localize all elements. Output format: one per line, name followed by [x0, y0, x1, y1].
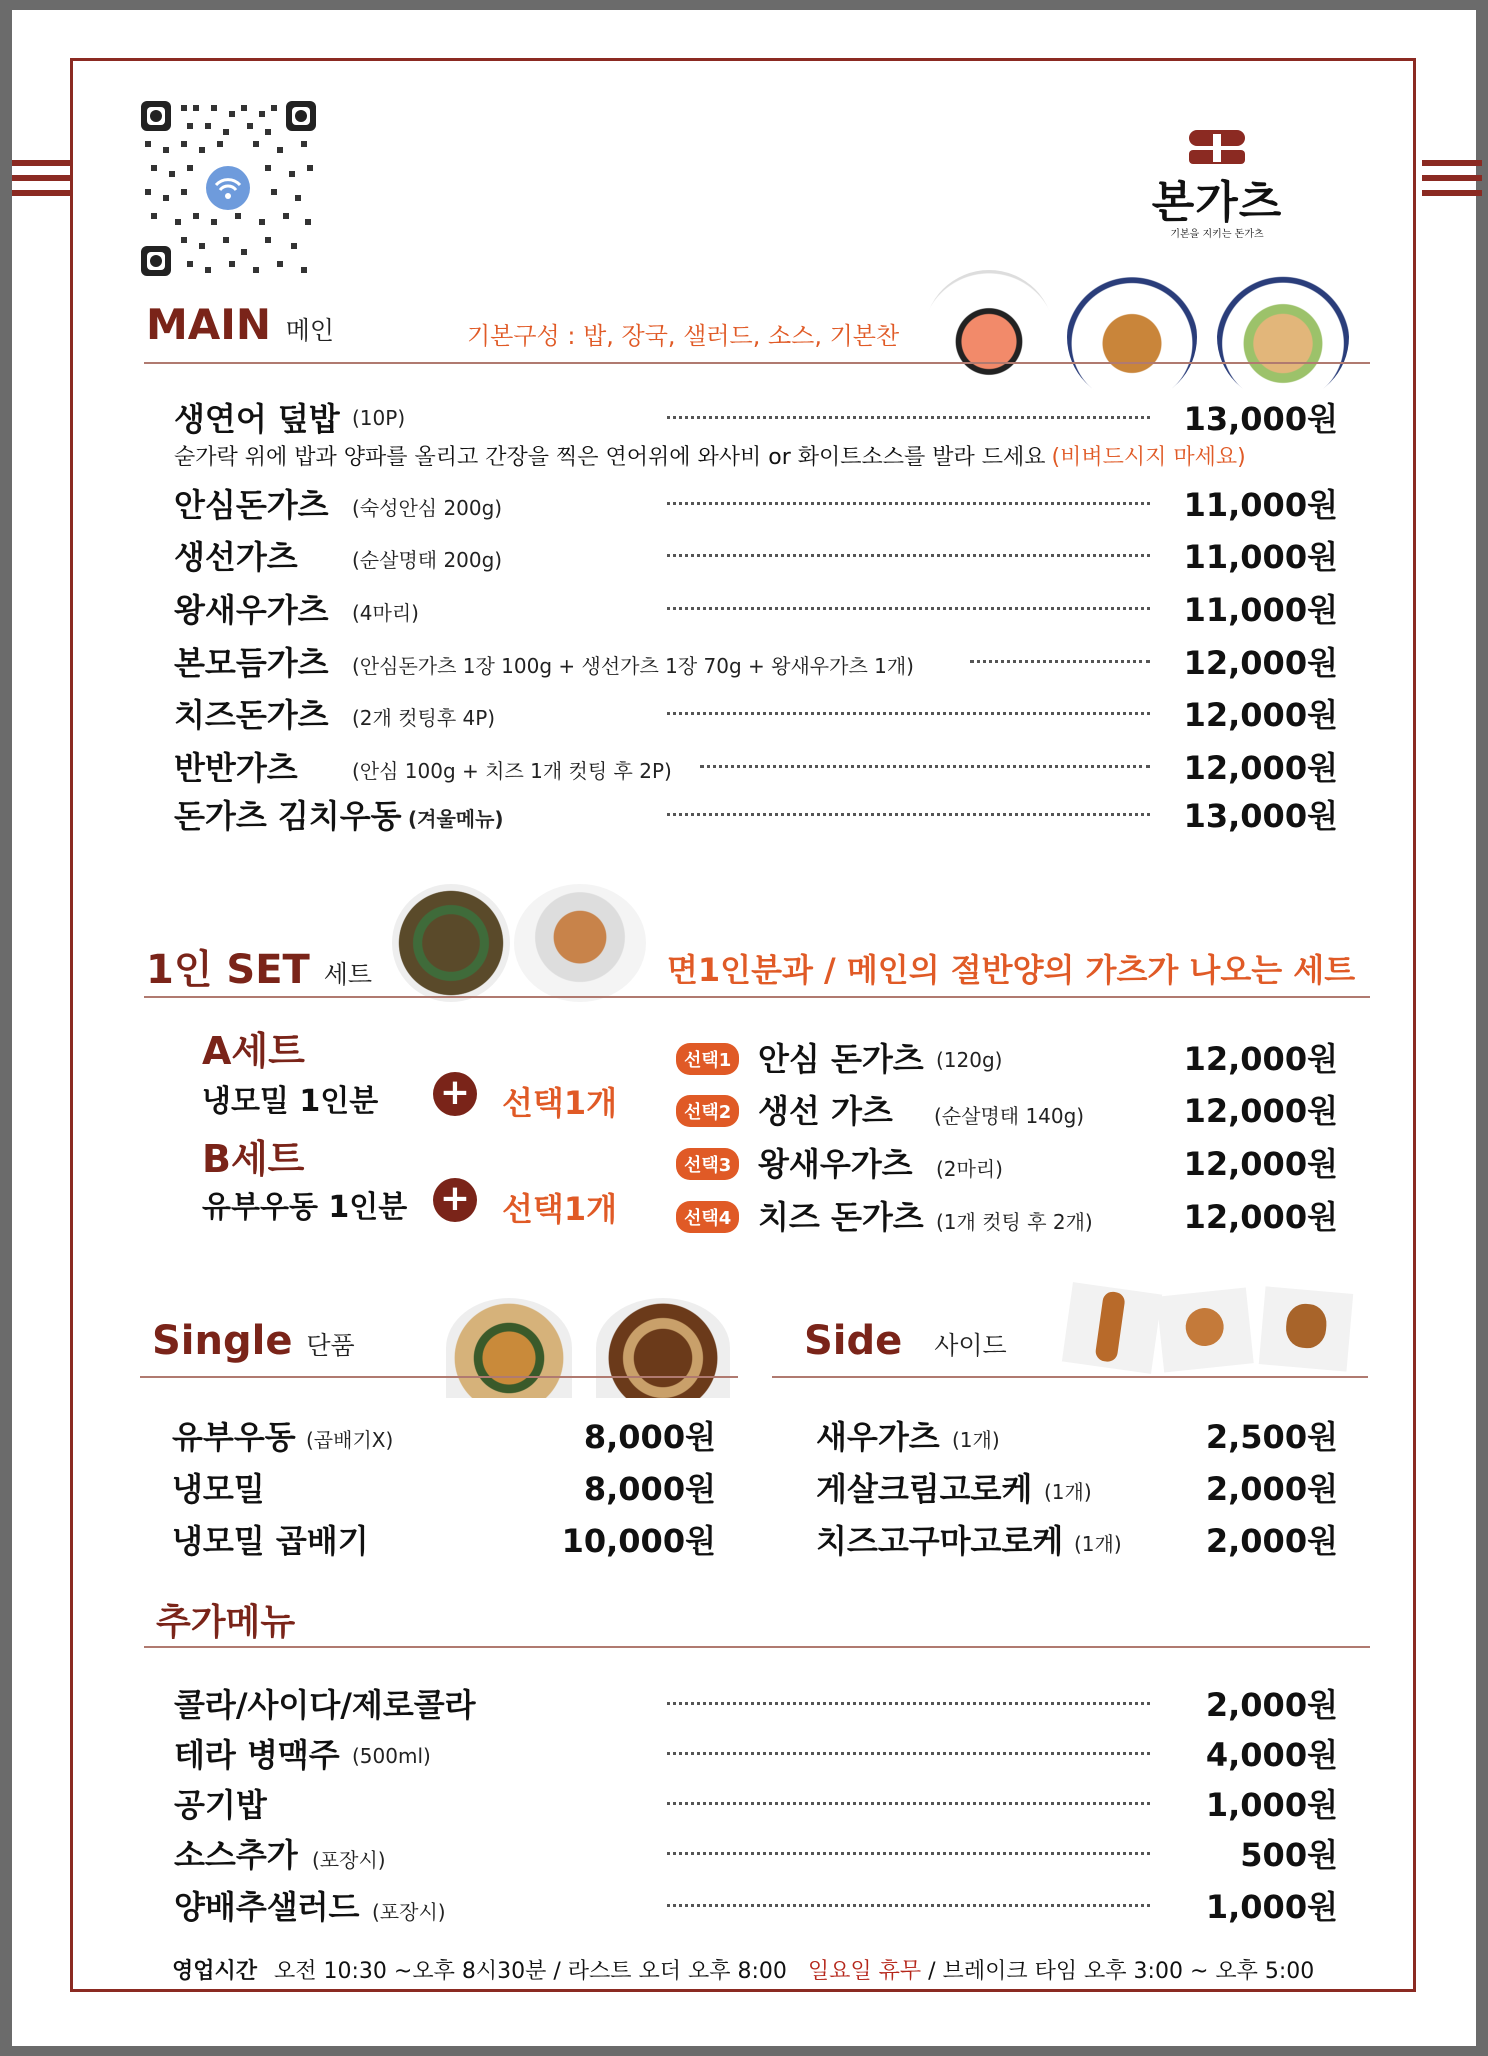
extra-item-detail: (포장시): [312, 1848, 386, 1872]
dot-leader: [667, 813, 1150, 816]
set-option-name: 치즈 돈가츠: [758, 1198, 924, 1236]
menu-item-price: 12,000원: [1183, 696, 1338, 734]
closed-day: 일요일 휴무: [807, 1959, 922, 1984]
menu-item-detail: (4마리): [352, 601, 419, 625]
menu-item-detail: (순살명태 200g): [352, 548, 503, 572]
set-cutlet-image: [514, 884, 646, 1002]
set-a-base: 냉모밀 1인분: [202, 1084, 379, 1119]
extra-item-name: 공기밥: [174, 1786, 267, 1824]
side-title-ko: 사이드: [934, 1331, 1007, 1360]
udon-bowl-image: [446, 1298, 572, 1398]
single-item-detail: (곱배기X): [306, 1428, 394, 1452]
single-item-name: 냉모밀: [172, 1470, 265, 1508]
side-item-price: 2,000원: [1205, 1470, 1338, 1508]
right-stripes: [1422, 160, 1482, 205]
salmon-bowl-image: [924, 270, 1054, 400]
menu-item-price: 11,000원: [1183, 538, 1338, 576]
extra-item-price: 1,000원: [1205, 1786, 1338, 1824]
break-time: / 브레이크 타임 오후 3:00 ~ 오후 5:00: [928, 1959, 1315, 1984]
set-b-base: 유부우동 1인분: [202, 1190, 408, 1225]
single-title-ko: 단품: [306, 1331, 355, 1360]
set-a-label: A세트: [202, 1029, 305, 1073]
extra-item-name: 테라 병맥주: [174, 1736, 340, 1774]
brand-logo: [1147, 128, 1287, 248]
side-divider: [772, 1376, 1368, 1378]
extra-divider: [144, 1646, 1370, 1648]
set-title-ko: 세트: [323, 960, 373, 989]
set-divider: [144, 996, 1370, 998]
extra-item-price: 1,000원: [1205, 1888, 1338, 1926]
single-title-en: Single: [152, 1318, 293, 1364]
logo-mark-icon: [1147, 128, 1287, 168]
menu-item-name: 안심돈가츠: [174, 486, 329, 524]
set-a-choice: 선택1개: [502, 1084, 618, 1122]
menu-item-price: 11,000원: [1183, 591, 1338, 629]
extra-item-name: 양배추샐러드: [174, 1888, 360, 1926]
side-item-detail: (1개): [952, 1428, 1000, 1452]
side-item-detail: (1개): [1044, 1480, 1092, 1504]
business-hours: [172, 1954, 1314, 1985]
main-title-ko: 메인: [285, 316, 335, 345]
wifi-qr-code[interactable]: [141, 101, 316, 276]
menu-item-name: 돈가츠 김치우동: [174, 797, 402, 835]
extra-item-detail: (500ml): [352, 1744, 431, 1768]
side-title-en: Side: [804, 1318, 903, 1364]
crab-croquette-image: [1156, 1288, 1253, 1373]
choice-badge: 선택3: [676, 1148, 739, 1180]
menu-page: [12, 10, 1476, 2046]
set-b-choice: 선택1개: [502, 1190, 618, 1228]
menu-item-name: 반반가츠: [174, 749, 298, 787]
single-item-name: 유부우동: [172, 1418, 296, 1456]
dot-leader: [667, 1752, 1150, 1755]
menu-item-detail: (안심 100g + 치즈 1개 컷팅 후 2P): [352, 759, 672, 783]
hours-label: 영업시간: [172, 1959, 258, 1984]
sweet-potato-croquette-image: [1259, 1286, 1353, 1371]
set-option-name: 생선 가츠: [758, 1092, 893, 1130]
single-section-title: [152, 1318, 355, 1364]
menu-item-price: 12,000원: [1183, 644, 1338, 682]
fried-shrimp-plate-image: [1067, 272, 1197, 402]
salmon-note-text: 숟가락 위에 밥과 양파를 올리고 간장을 찍은 연어위에 와사비 or 화이트소스를 발라 드세요: [174, 445, 1046, 470]
single-divider: [140, 1376, 738, 1378]
side-item-name: 게살크림고로케: [816, 1470, 1033, 1508]
dot-leader: [667, 554, 1150, 557]
choice-badge: 선택2: [676, 1095, 739, 1127]
cold-soba-bowl-image: [596, 1298, 730, 1398]
side-item-price: 2,000원: [1205, 1522, 1338, 1560]
single-item-price: 10,000원: [561, 1522, 716, 1560]
side-item-detail: (1개): [1074, 1532, 1122, 1556]
menu-item-detail: (안심돈가츠 1장 100g + 생선가츠 1장 70g + 왕새우가츠 1개): [352, 654, 914, 678]
soba-bowl-image: [392, 884, 510, 1002]
menu-item-detail: (10P): [352, 406, 406, 430]
menu-item-detail: (겨울메뉴): [408, 807, 504, 831]
extra-item-price: 4,000원: [1205, 1736, 1338, 1774]
set-option-price: 12,000원: [1183, 1092, 1338, 1130]
menu-item-detail: (숙성안심 200g): [352, 496, 503, 520]
dot-leader: [667, 1904, 1150, 1907]
set-option-name: 왕새우가츠: [758, 1145, 913, 1183]
set-title-en: 1인 SET: [146, 947, 310, 993]
brand-name: 본가츠: [1151, 177, 1283, 228]
single-item-name: 냉모밀 곱배기: [172, 1522, 369, 1560]
set-section-title: [146, 938, 372, 995]
menu-item-price: 13,000원: [1183, 797, 1338, 835]
set-option-detail: (1개 컷팅 후 2개): [936, 1210, 1093, 1234]
dot-leader: [667, 1802, 1150, 1805]
menu-item-price: 11,000원: [1183, 486, 1338, 524]
shrimp-cutlet-image: [1062, 1282, 1162, 1374]
dot-leader: [667, 712, 1150, 715]
salmon-note: [174, 440, 1246, 471]
hours-time: 오전 10:30 ~오후 8시30분 / 라스트 오더 오후 8:00: [274, 1959, 787, 1984]
main-section-title: [146, 300, 334, 349]
choice-badge: 선택4: [676, 1201, 739, 1233]
extra-item-price: 500원: [1240, 1836, 1338, 1874]
dot-leader: [970, 660, 1150, 663]
dot-leader: [667, 1852, 1150, 1855]
main-divider: [144, 362, 1370, 364]
extra-section-title: 추가메뉴: [156, 1602, 296, 1643]
single-item-price: 8,000원: [583, 1470, 716, 1508]
main-base-note: 기본구성 : 밥, 장국, 샐러드, 소스, 기본찬: [467, 322, 900, 350]
plus-icon: +: [433, 1072, 477, 1116]
menu-item-detail: (2개 컷팅후 4P): [352, 706, 496, 730]
dot-leader: [700, 765, 1150, 768]
side-section-title: [804, 1318, 1007, 1364]
left-stripes: [12, 160, 72, 205]
brand-tagline: 기본을 지키는 돈가츠: [1170, 229, 1264, 240]
menu-item-name: 왕새우가츠: [174, 591, 329, 629]
extra-item-detail: (포장시): [372, 1900, 446, 1924]
cheese-cutlet-plate-image: [1217, 272, 1349, 402]
choice-badge: 선택1: [676, 1043, 739, 1075]
dot-leader: [667, 416, 1150, 419]
menu-item-name: 생연어 덮밥: [174, 400, 340, 438]
set-option-detail: (2마리): [936, 1157, 1003, 1181]
dot-leader: [667, 502, 1150, 505]
side-item-name: 치즈고구마고로케: [816, 1522, 1064, 1560]
set-option-detail: (120g): [936, 1048, 1003, 1072]
dot-leader: [667, 607, 1150, 610]
main-title-en: MAIN: [146, 300, 272, 349]
set-option-price: 12,000원: [1183, 1145, 1338, 1183]
menu-item-price: 12,000원: [1183, 749, 1338, 787]
set-option-detail: (순살명태 140g): [934, 1104, 1085, 1128]
extra-item-name: 콜라/사이다/제로콜라: [174, 1686, 476, 1724]
extra-item-price: 2,000원: [1205, 1686, 1338, 1724]
plus-icon: +: [433, 1178, 477, 1222]
extra-item-name: 소스추가: [174, 1836, 298, 1874]
dot-leader: [667, 1702, 1150, 1705]
side-item-name: 새우가츠: [816, 1418, 940, 1456]
set-option-name: 안심 돈가츠: [758, 1040, 924, 1078]
side-item-price: 2,500원: [1205, 1418, 1338, 1456]
set-option-price: 12,000원: [1183, 1040, 1338, 1078]
set-option-price: 12,000원: [1183, 1198, 1338, 1236]
menu-item-price: 13,000원: [1183, 400, 1338, 438]
set-b-label: B세트: [202, 1137, 305, 1181]
single-item-price: 8,000원: [583, 1418, 716, 1456]
salmon-warning: (비벼드시지 마세요): [1051, 445, 1246, 470]
menu-item-name: 본모듬가츠: [174, 644, 329, 682]
set-note: 면1인분과 / 메인의 절반양의 가츠가 나오는 세트: [667, 951, 1356, 989]
menu-item-name: 치즈돈가츠: [174, 696, 329, 734]
menu-item-name: 생선가츠: [174, 538, 298, 576]
